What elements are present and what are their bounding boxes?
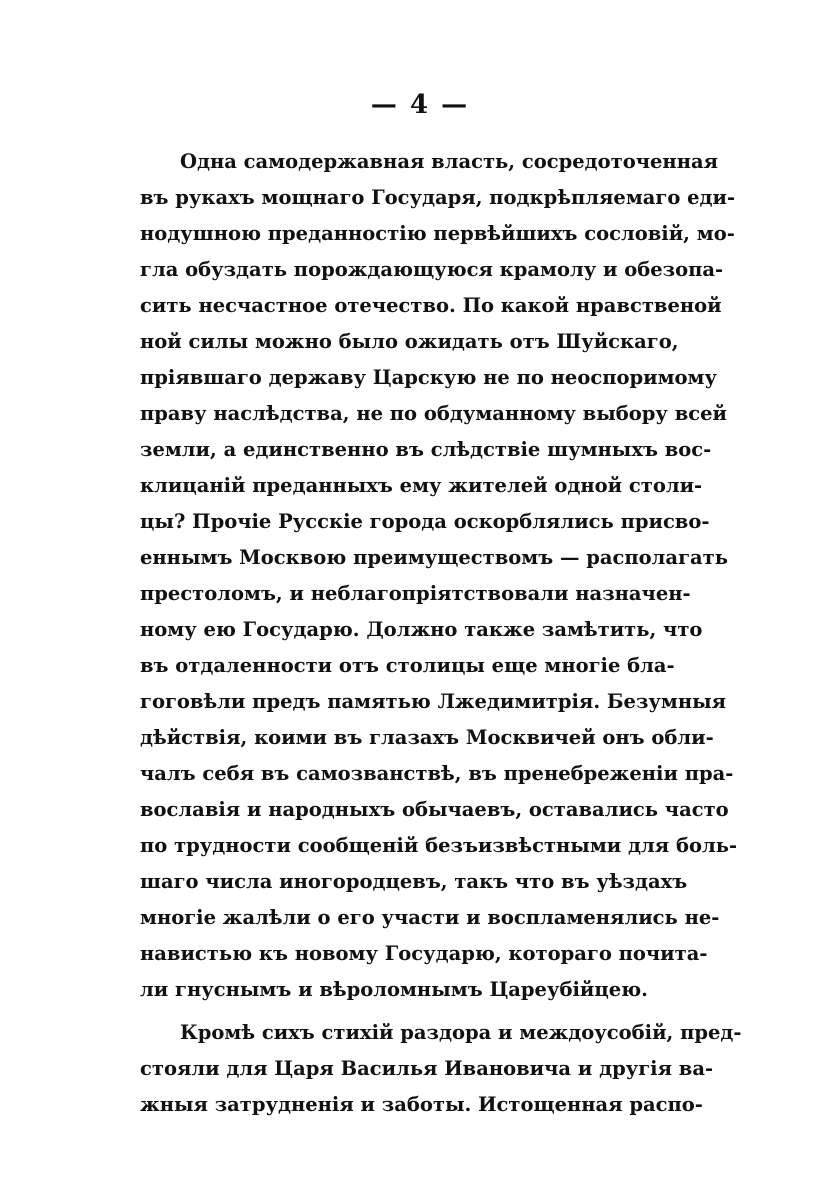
text-line: праву наслѣдства, не по обдуманному выбору всей (140, 402, 727, 425)
text-line: по трудности сообщенiй безъизвѣстными для боль- (140, 834, 738, 857)
text-line: гла обуздать порождающуюся крамолу и обезопа- (140, 258, 724, 281)
text-line: сить несчастное отечество. По какой нравственой (140, 294, 722, 317)
page-number: — 4 — (370, 90, 470, 120)
text-line: клицанiй преданныхъ ему жителей одной столи- (140, 474, 703, 497)
text-line: прiявшаго державу Царскую не по неоспоримому (140, 366, 717, 389)
text-line: ли гнуснымъ и вѣроломнымъ Цареубiйцею. (140, 978, 648, 1001)
text-line: дѣйствiя, коими въ глазахъ Москвичей онъ обли- (140, 726, 714, 749)
text-line: въ рукахъ мощнаго Государя, подкрѣпляемаго еди- (140, 186, 736, 209)
text-line: навистью къ новому Государю, котораго почита- (140, 942, 708, 965)
text-line: шаго числа иногородцевъ, такъ что въ уѣздахъ (140, 870, 688, 893)
text-line: въ отдаленности отъ столицы еще многiе бла- (140, 654, 675, 677)
text-line: земли, а единственно въ слѣдствiе шумныхъ вос- (140, 438, 712, 461)
text-line: еннымъ Москвою преимуществомъ — располагать (140, 546, 728, 569)
text-line: жныя затрудненiя и заботы. Истощенная распо- (140, 1093, 703, 1116)
text-line: ному ею Государю. Должно также замѣтить, что (140, 618, 703, 641)
text-line: вославiя и народныхъ обычаевъ, оставались часто (140, 798, 729, 821)
text-line: престоломъ, и неблагопрiятствовали назначен- (140, 582, 691, 605)
text-line: стояли для Царя Василья Ивановича и другiя ва- (140, 1057, 714, 1080)
text-line: Одна самодержавная власть, сосредоточенная (180, 150, 719, 173)
text-line: цы? Прочiе Русскiе города оскорблялись присво- (140, 510, 710, 533)
text-line: Кромѣ сихъ стихiй раздора и междоусобiй, пред- (180, 1021, 742, 1044)
text-line: гоговѣли предъ памятью Лжедимитрiя. Безумныя (140, 690, 727, 713)
text-line: чалъ себя въ самозванствѣ, въ пренебреженiи пра- (140, 762, 734, 785)
text-line: многiе жалѣли о его участи и воспламенялись не- (140, 906, 720, 929)
text-line: нодушною преданностiю первѣйшихъ сословiй, мо- (140, 222, 735, 245)
text-line: ной силы можно было ожидать отъ Шуйскаго, (140, 330, 679, 353)
